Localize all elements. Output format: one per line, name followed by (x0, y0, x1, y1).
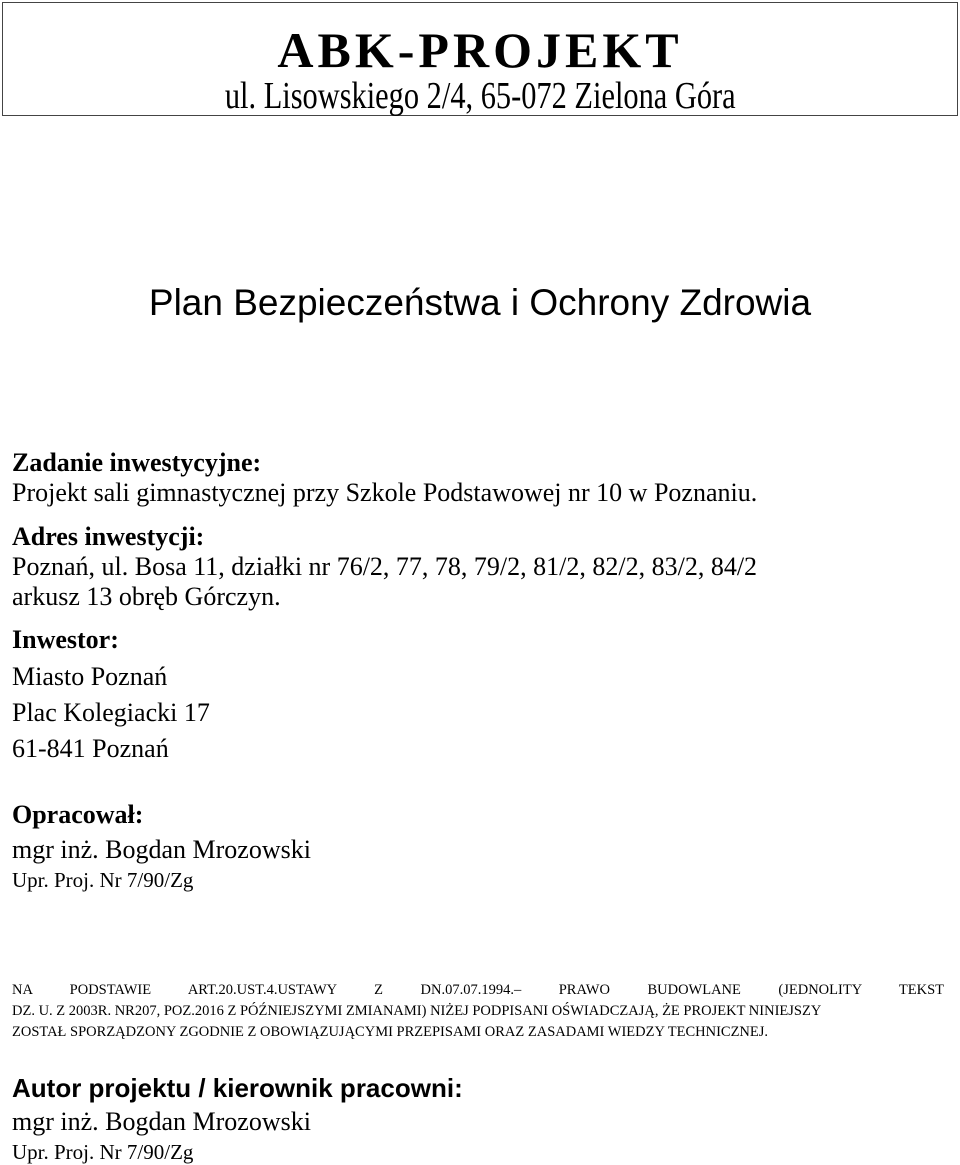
autor-name: mgr inż. Bogdan Mrozowski (12, 1107, 311, 1136)
opracowal-name: mgr inż. Bogdan Mrozowski (12, 835, 311, 864)
adres-line: arkusz 13 obręb Górczyn. (12, 582, 281, 611)
company-address-text: ul. Lisowskiego 2/4, 65-072 Zielona Góra (224, 75, 736, 117)
company-address (0, 74, 960, 118)
autor-license: Upr. Proj. Nr 7/90/Zg (12, 1140, 194, 1164)
opracowal-license: Upr. Proj. Nr 7/90/Zg (12, 868, 194, 892)
autor-label: Autor projektu / kierownik pracowni: (12, 1073, 463, 1103)
legal-statement (12, 980, 944, 1043)
inwestor-label: Inwestor: (12, 625, 119, 654)
company-name: ABK-PROJEKT (277, 22, 683, 78)
inwestor-line: 61-841 Poznań (12, 734, 169, 763)
opracowal-label: Opracował: (12, 800, 144, 829)
inwestor-line: Miasto Poznań (12, 662, 168, 691)
adres-label: Adres inwestycji: (12, 522, 205, 551)
legal-line: NA PODSTAWIE ART.20.UST.4.USTAWY Z DN.07.07.1994.– PRAWO BUDOWLANE (JEDNOLITY TEKST (12, 982, 944, 998)
legal-line: DZ. U. Z 2003R. NR207, POZ.2016 Z PÓŹNIEJSZYMI ZMIANAMI) NIŻEJ PODPISANI OŚWIADCZAJĄ, ŻE PROJEKT NINIEJSZY (12, 1003, 822, 1019)
inwestor-line: Plac Kolegiacki 17 (12, 698, 210, 727)
document-title: Plan Bezpieczeństwa i Ochrony Zdrowia (148, 282, 812, 323)
zadanie-value: Projekt sali gimnastycznej przy Szkole Podstawowej nr 10 w Poznaniu. (12, 478, 758, 507)
zadanie-label: Zadanie inwestycyjne: (12, 448, 262, 477)
legal-line: ZOSTAŁ SPORZĄDZONY ZGODNIE Z OBOWIĄZUJĄCYMI PRZEPISAMI ORAZ ZASADAMI WIEDZY TECHNICZNEJ. (12, 1024, 769, 1040)
adres-line: Poznań, ul. Bosa 11, działki nr 76/2, 77, 78, 79/2, 81/2, 82/2, 83/2, 84/2 (12, 552, 758, 581)
